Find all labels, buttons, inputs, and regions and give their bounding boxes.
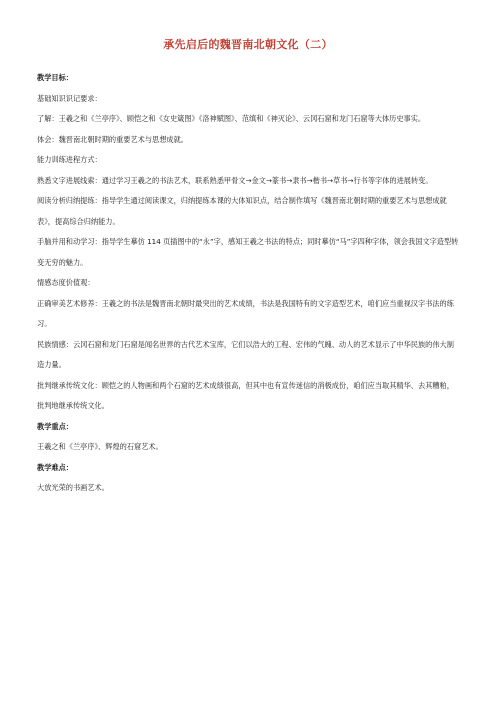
paragraph-aesthetic: 正确审美艺术修养：王羲之的书法是魏晋南北朝时最突出的艺术成绩，书法是我国特有的文字造型艺术，咱们应当重视汉字书法的练习。 [37,298,454,328]
paragraph-hands-on-learning: 手脑并用和动学习：指导学生摹仿 114 页插图中的“永”字，感知王羲之书法的特点；同时摹仿“马”字四种字体，领会我国文字造型转变无穷的魅力。 [37,237,459,267]
heading-teaching-difficulty: 教学难点： [37,462,73,472]
document-body [37,68,459,499]
paragraph-basic-knowledge: 基础知识识记要求： [37,93,102,103]
paragraph-reading-analysis: 阅读分析归纳提练：指导学生通过阅读课文，归纳提练本课的大体知识点，结合制作填写《魏晋南北朝时期的重要艺术与思想成就表》，提高综合归纳能力。 [37,196,447,226]
page-title: 承先启后的魏晋南北朝文化（二） [163,38,333,51]
paragraph-understand: 了解：王羲之和《兰亭序》、顾恺之和《女史箴图》《洛神赋图》、范缜和《神灭论》、云冈石窟和龙门石窟等大体历史事实。 [37,114,426,123]
paragraph-critical-inheritance: 批判继承传统文化：顾恺之的人物画和两个石窟的艺术成绩很高，但其中也有宣传迷信的消极成份，咱们应当取其精华、去其糟粕，批判地继承传统文化。 [37,380,454,410]
paragraph-difficulty-content: 大放光荣的书画艺术。 [37,483,109,492]
paragraph-ability-training: 能力训练进程方式： [37,155,102,164]
paragraph-emotion-values: 情感态度价值观： [37,278,95,287]
paragraph-experience: 体会：魏晋南北朝时期的重要艺术与思想成就。 [37,134,188,144]
heading-teaching-goals: 教学目标： [37,73,73,82]
paragraph-writing-development: 熟悉文字进展线索：通过学习王羲之的书法艺术，联系熟悉甲骨文→金文→篆书→隶书→楷书→草书→行书等字体的进展转变。 [37,175,433,185]
heading-teaching-focus: 教学重点： [37,421,73,431]
paragraph-focus-content: 王羲之和《兰亭序》、辉煌的石窟艺术。 [37,442,163,451]
paragraph-national-emotion: 民族情感：云冈石窟和龙门石窟是闻名世界的古代艺术宝库，它们以浩大的工程、宏伟的气魄、动人的艺术显示了中华民族的伟大制造力量。 [37,339,454,369]
